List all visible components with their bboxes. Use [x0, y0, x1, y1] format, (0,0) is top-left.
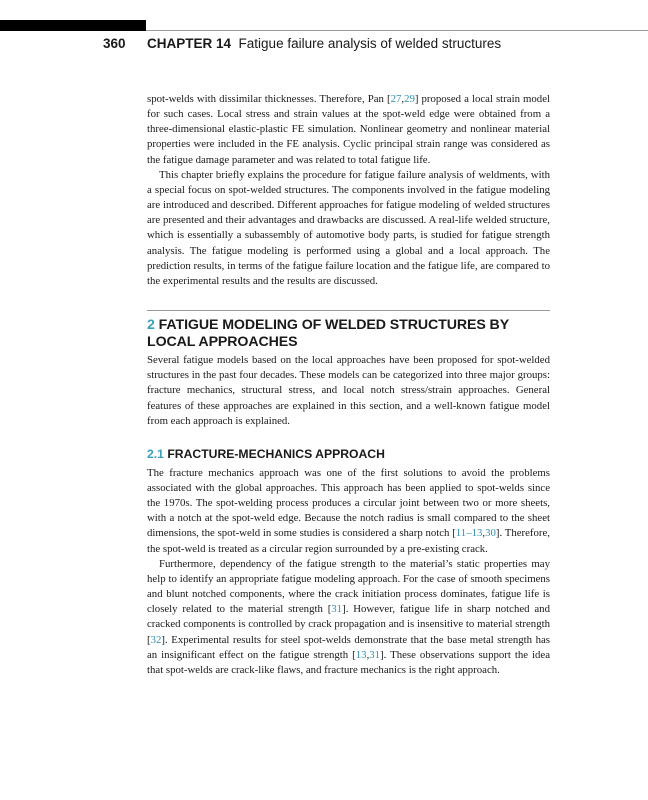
- subsection-title: FRACTURE-MECHANICS APPROACH: [167, 446, 385, 461]
- section-divider: [147, 310, 550, 311]
- citation-link[interactable]: 30: [485, 527, 496, 540]
- section-2-1-heading: [147, 447, 550, 462]
- citation-link[interactable]: 11–13: [455, 527, 483, 540]
- citation-link[interactable]: 31: [331, 603, 343, 616]
- citation-link[interactable]: 31: [369, 648, 381, 661]
- header-bar: [0, 20, 146, 31]
- intro-paragraph-1: spot-welds with dissimilar thicknesses. Therefore, Pan [27,29] proposed a local strain model for such cases. Local stress and strain values at the spot-weld edge were obtained from a three-dimensional elastic-plastic FE simulation. Nonlinear geometry and nonlinear material properties were included in the FE analysis. Cyclic principal strain range was considered as the fatigue damage parameter and was related to total fatigue life.: [147, 93, 550, 166]
- section-2-heading: [147, 317, 550, 351]
- citation-link[interactable]: 13: [355, 648, 367, 661]
- citation-link[interactable]: 27: [390, 93, 402, 105]
- section-2-1-paragraph-1: The fracture mechanics approach was one of the first solutions to avoid the problems associated with the global approaches. This approach has been applied to spot-welds since the 1970s. The spot-welding process produces a circular joint between two or more sheets, with a notch at the spot-weld edge. Because the notch radius is small compared to the sheet dimensions, the spot-weld in some studies is considered a sharp notch [11–13,30]. Therefore, the spot-weld is treated as a circular region surrounded by a pre-existing crack.: [147, 466, 550, 555]
- citation-link[interactable]: 29: [404, 93, 415, 105]
- page-body: [147, 92, 550, 678]
- running-head: [147, 36, 501, 51]
- page-number: 360: [103, 36, 126, 51]
- section-number: 2: [147, 317, 155, 334]
- citation-link[interactable]: 32: [150, 633, 162, 646]
- section-2-1-paragraph-2: Furthermore, dependency of the fatigue strength to the material’s static properties may help to identify an appropriate fatigue modeling approach. For the case of smooth specimens and blunt notched components, where the crack initiation process dominates, fatigue life is closely related to the material strength [31]. However, fatigue life in sharp notched and cracked components is controlled by crack propagation and is insensitive to material strength [32]. Experimental results for steel spot-welds demonstrate that the base metal strength has an insignificant effect on the fatigue strength [13,31]. These observations support the idea that spot-welds are crack-like flaws, and fracture mechanics is the right approach.: [147, 557, 550, 676]
- section-2-paragraph-1: Several fatigue models based on the local approaches have been proposed for spot-welded structures in the past four decades. These models can be categorized into three major groups: fracture mechanics, structural stress, and local notch stress/strain approaches. General features of these approaches are explained in this section, and a well-known fatigue model from each approach is explained.: [147, 354, 550, 427]
- header-rule: [146, 30, 648, 31]
- chapter-label: CHAPTER 14: [147, 36, 232, 51]
- subsection-number: 2.1: [147, 446, 164, 461]
- chapter-title: Fatigue failure analysis of welded structures: [238, 36, 502, 51]
- intro-paragraph-2: This chapter briefly explains the procedure for fatigue failure analysis of weldments, with a special focus on spot-welded structures. The components involved in the fatigue modeling are introduced and described. Different approaches for fatigue modeling of welded structures are presented and their advantages and drawbacks are discussed. A real-life welded structure, which is essentially a subassembly of automotive body parts, is studied for fatigue strength analysis. The fatigue modeling is performed using a global and a local approach. The prediction results, in terms of the fatigue failure location and the fatigue life, are compared to the experimental results and the results are discussed.: [147, 168, 550, 287]
- section-title: FATIGUE MODELING OF WELDED STRUCTURES BY LOCAL APPROACHES: [147, 317, 509, 351]
